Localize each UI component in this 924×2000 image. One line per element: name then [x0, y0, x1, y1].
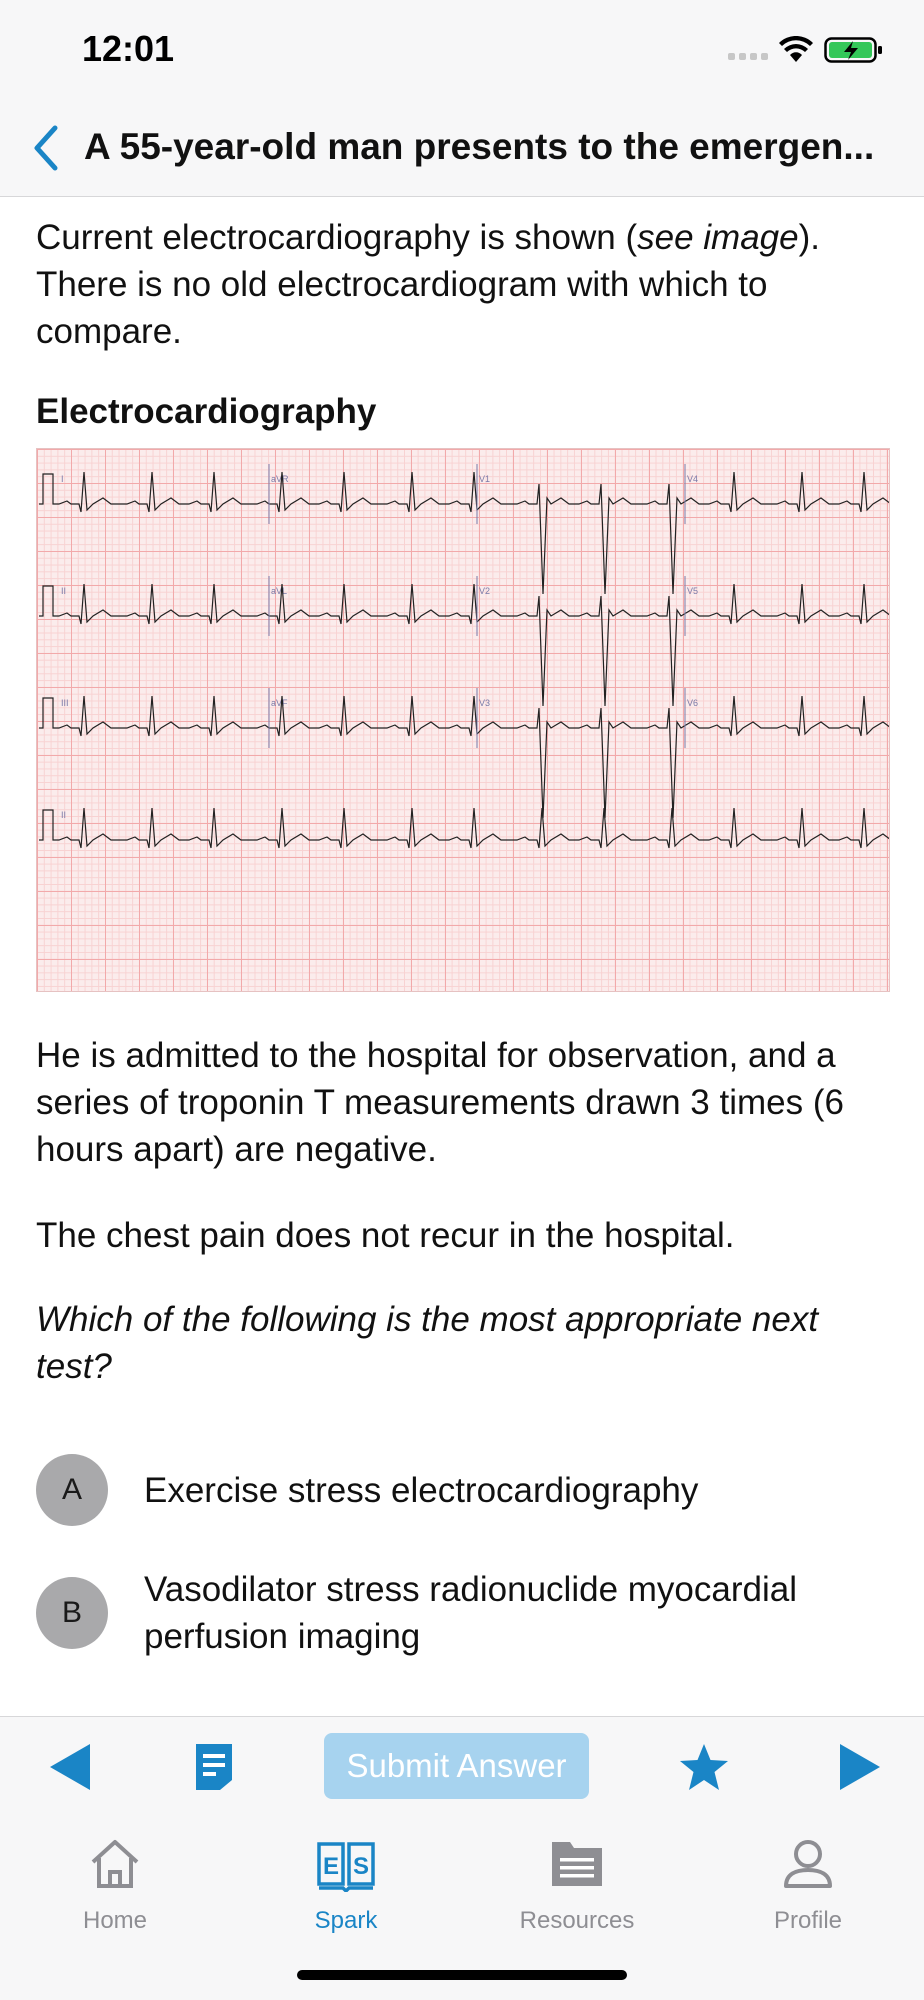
ecg-trace-row: [39, 472, 889, 594]
stem-paragraph-1: Current electrocardiography is shown (see image). There is no old electrocardiogram with which to compare.: [36, 218, 820, 351]
star-icon: [678, 1742, 730, 1792]
status-bar: [0, 0, 924, 100]
ecg-lead-label: V2: [479, 586, 491, 596]
ecg-lead-label: III: [61, 698, 69, 708]
answer-option-b[interactable]: [36, 1566, 888, 1660]
stem-paragraph-2: He is admitted to the hospital for observation, and a series of troponin T measurements drawn 3 times (6 hours apart) are negative.: [36, 1036, 844, 1169]
ecg-tracing: [37, 449, 889, 991]
ecg-lead-label: II: [61, 586, 67, 596]
back-button[interactable]: [18, 120, 74, 176]
triangle-right-icon: [838, 1742, 882, 1792]
ecg-lead-label: I: [61, 474, 64, 484]
spark-book-icon: [316, 1836, 376, 1892]
home-indicator: [297, 1970, 627, 1980]
stem-paragraph-3: The chest pain does not recur in the hospital.: [36, 1216, 735, 1255]
wifi-icon: [778, 36, 814, 64]
tab-spark[interactable]: [256, 1829, 436, 1935]
tab-label: Spark: [314, 1907, 378, 1934]
tab-home[interactable]: [25, 1829, 205, 1935]
notes-icon: [192, 1742, 236, 1792]
ecg-lead-label: aVL: [271, 586, 288, 596]
ecg-lead-label: V4: [687, 474, 699, 484]
tab-label: Home: [82, 1907, 148, 1934]
tab-label: Resources: [519, 1907, 635, 1934]
ecg-image[interactable]: [36, 448, 890, 992]
option-letter-badge: B: [36, 1577, 108, 1649]
question-text: Which of the following is the most appropriate next test?: [36, 1300, 819, 1386]
next-question-button[interactable]: [830, 1739, 890, 1795]
ecg-trace-row: [39, 808, 889, 848]
option-text: Exercise stress electrocardiography: [144, 1470, 699, 1510]
tab-label: Profile: [773, 1907, 843, 1934]
chevron-left-icon: [31, 124, 61, 172]
ecg-trace-row: [39, 696, 889, 818]
home-icon: [87, 1836, 143, 1892]
ecg-lead-label: V5: [687, 586, 699, 596]
svg-text:S: S: [352, 1853, 370, 1880]
status-icons: [728, 30, 884, 70]
page-title: A 55-year-old man presents to the emergen...: [84, 126, 875, 167]
profile-icon: [780, 1836, 836, 1892]
nav-header: [0, 100, 924, 197]
section-heading: Electrocardiography: [36, 392, 377, 431]
tab-resources[interactable]: [487, 1829, 667, 1935]
ecg-lead-label: V3: [479, 698, 491, 708]
notes-button[interactable]: [184, 1739, 244, 1795]
previous-question-button[interactable]: [40, 1739, 100, 1795]
ecg-lead-label: V6: [687, 698, 699, 708]
question-toolbar: [0, 1716, 924, 1818]
option-text: Vasodilator stress radionuclide myocardial perfusion imaging: [144, 1570, 797, 1656]
submit-answer-button[interactable]: Submit Answer: [324, 1733, 589, 1799]
ecg-lead-label: II: [61, 810, 67, 820]
option-letter-badge: A: [36, 1454, 108, 1526]
status-time: 12:01: [82, 28, 175, 69]
svg-text:E: E: [322, 1853, 340, 1880]
ecg-trace-row: [39, 584, 889, 706]
resources-icon: [548, 1836, 606, 1892]
answer-option-a[interactable]: [36, 1454, 888, 1526]
tab-profile[interactable]: [718, 1829, 898, 1935]
mark-favorite-button[interactable]: [674, 1739, 734, 1795]
battery-charging-icon: [824, 35, 884, 65]
cellular-signal-icon: [728, 40, 768, 60]
ecg-lead-label: aVR: [271, 474, 289, 484]
ecg-lead-label: V1: [479, 474, 491, 484]
triangle-left-icon: [48, 1742, 92, 1792]
ecg-lead-label: aVF: [271, 698, 288, 708]
